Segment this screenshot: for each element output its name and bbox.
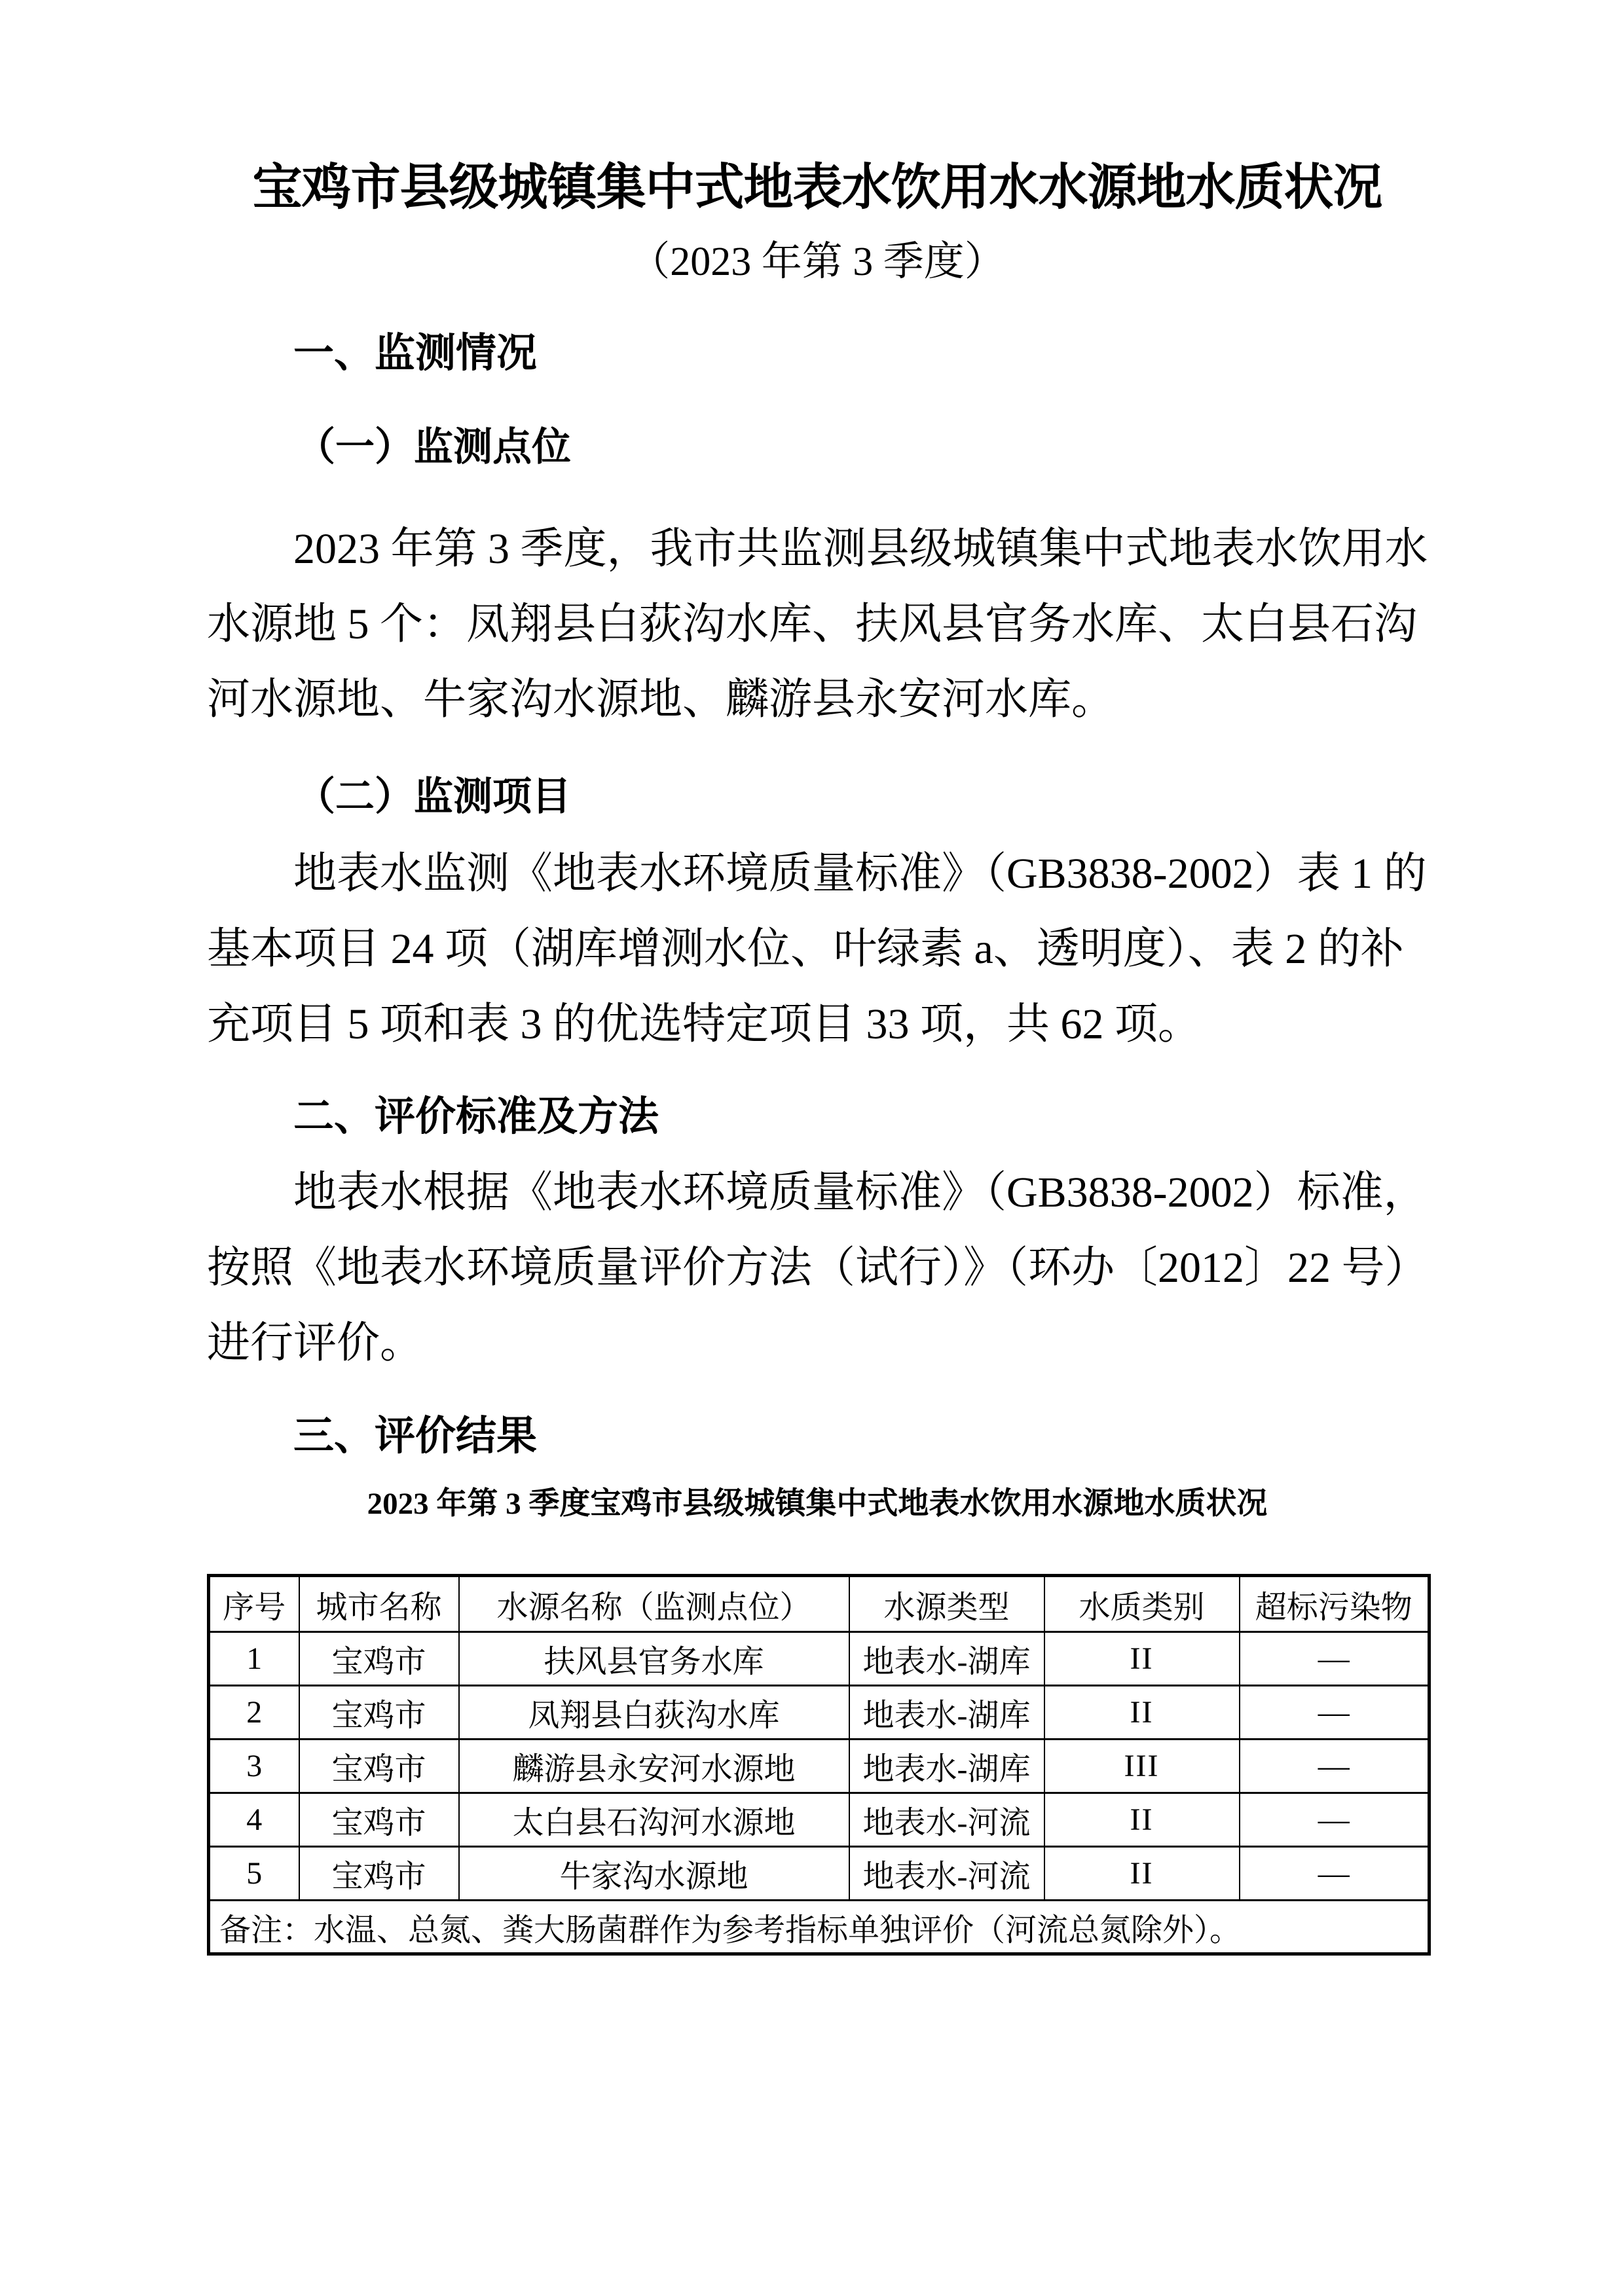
cell-source-name: 扶风县官务水库 — [459, 1632, 849, 1686]
section-heading-evaluation: 二、评价标准及方法 — [293, 1094, 659, 1139]
results-table — [207, 1574, 1431, 1956]
cell-quality-category: III — [1044, 1740, 1240, 1793]
header-cell-source-name: 水源名称（监测点位） — [459, 1576, 849, 1632]
cell-pollutants: — — [1240, 1847, 1430, 1901]
document-content — [207, 0, 1428, 2296]
cell-city: 宝鸡市 — [299, 1793, 459, 1847]
table-note-row — [209, 1901, 1430, 1954]
paragraph-line: 2023 年第 3 季度，我市共监测县级城镇集中式地表水饮用水 — [293, 525, 1428, 573]
cell-quality-category: II — [1044, 1686, 1240, 1740]
cell-pollutants: — — [1240, 1632, 1430, 1686]
cell-no: 3 — [209, 1740, 299, 1793]
paragraph-line: 按照《地表水环境质量评价方法（试行）》（环办〔2012〕22 号） — [207, 1244, 1428, 1292]
paragraph-line: 水源地 5 个：凤翔县白荻沟水库、扶风县官务水库、太白县石沟 — [207, 600, 1417, 648]
cell-city: 宝鸡市 — [299, 1632, 459, 1686]
document-subtitle: （2023 年第 3 季度） — [629, 240, 1005, 284]
cell-source-name: 麟游县永安河水源地 — [459, 1740, 849, 1793]
paragraph-monitoring-sites — [207, 511, 1428, 737]
table-note: 备注：水温、总氮、粪大肠菌群作为参考指标单独评价（河流总氮除外）。 — [209, 1901, 1430, 1954]
results-table-caption: 2023 年第 3 季度宝鸡市县级城镇集中式地表水饮用水源地水质状况 — [367, 1487, 1268, 1521]
header-cell-quality-category: 水质类别 — [1044, 1576, 1240, 1632]
cell-source-type: 地表水-湖库 — [849, 1686, 1044, 1740]
paragraph-line: 进行评价。 — [207, 1319, 423, 1367]
subsection-heading-monitoring-sites: （一）监测点位 — [296, 426, 571, 469]
header-cell-no: 序号 — [209, 1576, 299, 1632]
header-cell-source-type: 水源类型 — [849, 1576, 1044, 1632]
cell-no: 1 — [209, 1632, 299, 1686]
cell-no: 4 — [209, 1793, 299, 1847]
paragraph-line: 地表水根据《地表水环境质量标准》（GB3838-2002）标准， — [293, 1169, 1427, 1216]
paragraph-line: 地表水监测《地表水环境质量标准》（GB3838-2002）表 1 的 — [293, 850, 1427, 898]
cell-source-name: 牛家沟水源地 — [459, 1847, 849, 1901]
cell-quality-category: II — [1044, 1847, 1240, 1901]
cell-source-name: 凤翔县白荻沟水库 — [459, 1686, 849, 1740]
header-cell-city: 城市名称 — [299, 1576, 459, 1632]
header-cell-pollutants: 超标污染物 — [1240, 1576, 1430, 1632]
table-row — [209, 1686, 1430, 1740]
table-header-row — [209, 1576, 1430, 1632]
cell-source-type: 地表水-河流 — [849, 1847, 1044, 1901]
cell-quality-category: II — [1044, 1632, 1240, 1686]
paragraph-evaluation-method — [207, 1155, 1428, 1381]
section-heading-monitoring: 一、监测情况 — [293, 331, 538, 376]
paragraph-line: 充项目 5 项和表 3 的优选特定项目 33 项，共 62 项。 — [207, 1000, 1201, 1048]
cell-source-name: 太白县石沟河水源地 — [459, 1793, 849, 1847]
cell-no: 5 — [209, 1847, 299, 1901]
table-row — [209, 1793, 1430, 1847]
paragraph-line: 河水源地、牛家沟水源地、麟游县永安河水库。 — [207, 676, 1115, 723]
cell-no: 2 — [209, 1686, 299, 1740]
cell-source-type: 地表水-湖库 — [849, 1740, 1044, 1793]
results-table-wrapper — [207, 1574, 1428, 1956]
cell-city: 宝鸡市 — [299, 1847, 459, 1901]
paragraph-monitoring-items — [207, 836, 1428, 1062]
cell-city: 宝鸡市 — [299, 1740, 459, 1793]
cell-source-type: 地表水-河流 — [849, 1793, 1044, 1847]
document-title: 宝鸡市县级城镇集中式地表水饮用水水源地水质状况 — [252, 160, 1382, 215]
table-row — [209, 1632, 1430, 1686]
section-heading-results: 三、评价结果 — [293, 1413, 538, 1459]
cell-pollutants: — — [1240, 1686, 1430, 1740]
paragraph-line: 基本项目 24 项（湖库增测水位、叶绿素 a、透明度）、表 2 的补 — [207, 925, 1404, 973]
cell-quality-category: II — [1044, 1793, 1240, 1847]
cell-pollutants: — — [1240, 1793, 1430, 1847]
cell-source-type: 地表水-湖库 — [849, 1632, 1044, 1686]
table-row — [209, 1740, 1430, 1793]
cell-pollutants: — — [1240, 1740, 1430, 1793]
table-row — [209, 1847, 1430, 1901]
subsection-heading-monitoring-items: （二）监测项目 — [296, 775, 571, 818]
cell-city: 宝鸡市 — [299, 1686, 459, 1740]
